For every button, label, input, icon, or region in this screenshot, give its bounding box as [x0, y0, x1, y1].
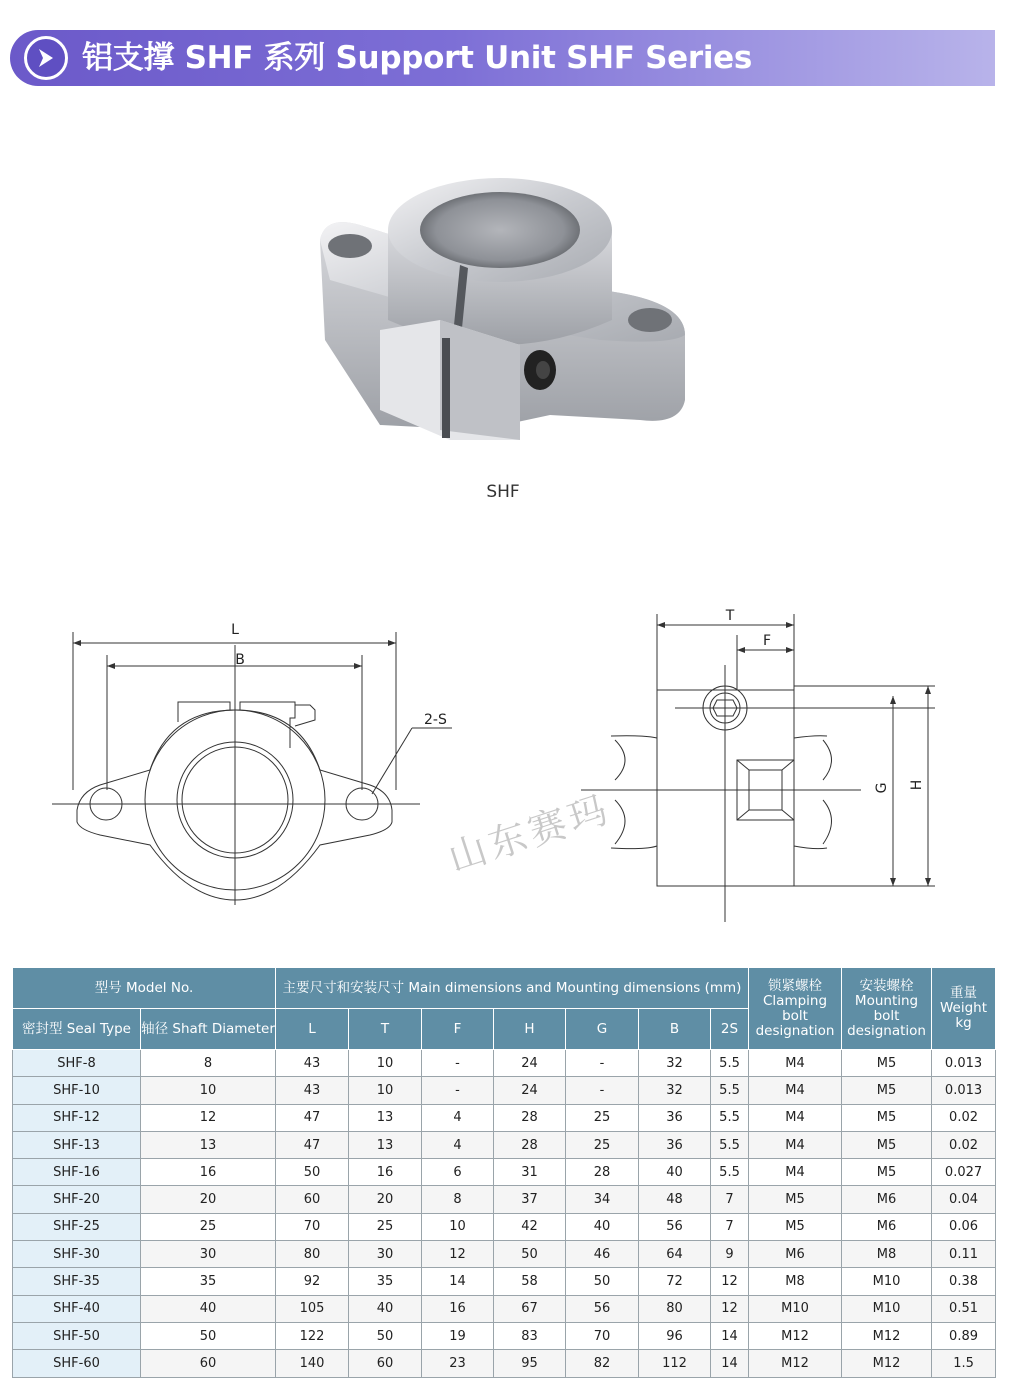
table-row: [13, 1295, 996, 1322]
table-cell: 13: [349, 1104, 422, 1131]
table-cell: M6: [842, 1186, 932, 1213]
table-cell: 46: [566, 1241, 639, 1268]
table-cell: 70: [276, 1213, 349, 1240]
table-row: [13, 1350, 996, 1377]
table-cell: 12: [711, 1295, 749, 1322]
table-cell: 5.5: [711, 1050, 749, 1077]
table-cell: 10: [349, 1050, 422, 1077]
play-arrow-icon: [24, 36, 68, 80]
table-cell: 19: [422, 1322, 494, 1349]
table-cell: 67: [494, 1295, 566, 1322]
table-cell: 7: [711, 1186, 749, 1213]
table-cell: 43: [276, 1050, 349, 1077]
dim-header-F: F: [422, 1009, 494, 1050]
table-cell: M5: [749, 1213, 842, 1240]
product-caption: SHF: [486, 482, 520, 502]
table-cell: 31: [494, 1159, 566, 1186]
table-cell: 82: [566, 1350, 639, 1377]
table-cell: 12: [141, 1104, 276, 1131]
table-cell: 105: [276, 1295, 349, 1322]
table-cell: M12: [749, 1322, 842, 1349]
table-cell: 16: [422, 1295, 494, 1322]
table-cell: M5: [842, 1159, 932, 1186]
table-cell: 92: [276, 1268, 349, 1295]
table-cell: 30: [141, 1241, 276, 1268]
page-title: 铝支撑 SHF 系列 Support Unit SHF Series: [82, 40, 753, 76]
model-cell: SHF-60: [13, 1350, 141, 1377]
table-cell: 56: [566, 1295, 639, 1322]
table-cell: M8: [842, 1241, 932, 1268]
table-cell: 0.06: [932, 1213, 996, 1240]
model-cell: SHF-30: [13, 1241, 141, 1268]
table-cell: 4: [422, 1131, 494, 1158]
table-cell: M12: [749, 1350, 842, 1377]
table-cell: 25: [566, 1131, 639, 1158]
table-cell: 40: [639, 1159, 711, 1186]
table-cell: 24: [494, 1077, 566, 1104]
table-cell: 30: [349, 1241, 422, 1268]
model-cell: SHF-8: [13, 1050, 141, 1077]
table-cell: 58: [494, 1268, 566, 1295]
table-cell: 95: [494, 1350, 566, 1377]
table-cell: 9: [711, 1241, 749, 1268]
table-cell: 35: [141, 1268, 276, 1295]
table-cell: 40: [566, 1213, 639, 1240]
table-cell: M10: [842, 1295, 932, 1322]
table-row: [13, 1186, 996, 1213]
table-cell: 13: [349, 1131, 422, 1158]
table-cell: 60: [276, 1186, 349, 1213]
seal-type-header: 密封型 Seal Type: [13, 1009, 141, 1050]
table-cell: 36: [639, 1104, 711, 1131]
spec-table: [12, 967, 996, 1378]
clamping-bolt-header: 锁紧螺栓 Clamping bolt designation: [749, 968, 842, 1050]
table-row: [13, 1104, 996, 1131]
dim-header-G: G: [566, 1009, 639, 1050]
table-cell: 0.38: [932, 1268, 996, 1295]
table-cell: 40: [349, 1295, 422, 1322]
table-cell: 56: [639, 1213, 711, 1240]
table-cell: 1.5: [932, 1350, 996, 1377]
table-cell: 5.5: [711, 1159, 749, 1186]
table-cell: M4: [749, 1159, 842, 1186]
table-cell: 80: [276, 1241, 349, 1268]
table-cell: 4: [422, 1104, 494, 1131]
table-cell: 0.04: [932, 1186, 996, 1213]
table-row: [13, 1241, 996, 1268]
table-cell: 50: [494, 1241, 566, 1268]
table-cell: 50: [349, 1322, 422, 1349]
table-cell: 20: [349, 1186, 422, 1213]
table-cell: M5: [842, 1104, 932, 1131]
dim-label-L: L: [231, 622, 239, 638]
model-cell: SHF-25: [13, 1213, 141, 1240]
table-cell: 14: [711, 1322, 749, 1349]
table-cell: 20: [141, 1186, 276, 1213]
model-cell: SHF-40: [13, 1295, 141, 1322]
table-cell: 0.02: [932, 1104, 996, 1131]
table-cell: 14: [711, 1350, 749, 1377]
spec-table-body: [13, 1050, 996, 1378]
table-cell: 60: [141, 1350, 276, 1377]
table-cell: M4: [749, 1077, 842, 1104]
table-cell: M4: [749, 1104, 842, 1131]
table-cell: 28: [494, 1131, 566, 1158]
dim-header-H: H: [494, 1009, 566, 1050]
table-cell: 13: [141, 1131, 276, 1158]
table-cell: M12: [842, 1350, 932, 1377]
table-cell: 36: [639, 1131, 711, 1158]
table-cell: 43: [276, 1077, 349, 1104]
table-cell: 10: [422, 1213, 494, 1240]
model-cell: SHF-20: [13, 1186, 141, 1213]
table-cell: M6: [749, 1241, 842, 1268]
table-cell: 32: [639, 1050, 711, 1077]
table-cell: 47: [276, 1131, 349, 1158]
table-cell: 28: [566, 1159, 639, 1186]
table-row: [13, 1050, 996, 1077]
table-cell: 70: [566, 1322, 639, 1349]
table-cell: 10: [141, 1077, 276, 1104]
table-cell: 140: [276, 1350, 349, 1377]
table-cell: M10: [842, 1268, 932, 1295]
table-cell: 37: [494, 1186, 566, 1213]
table-cell: 112: [639, 1350, 711, 1377]
table-cell: 8: [141, 1050, 276, 1077]
table-cell: 16: [141, 1159, 276, 1186]
table-cell: M12: [842, 1322, 932, 1349]
table-cell: -: [422, 1050, 494, 1077]
table-cell: 47: [276, 1104, 349, 1131]
table-cell: 0.51: [932, 1295, 996, 1322]
table-cell: 12: [422, 1241, 494, 1268]
table-cell: 12: [711, 1268, 749, 1295]
table-cell: 80: [639, 1295, 711, 1322]
table-cell: -: [566, 1050, 639, 1077]
watermark: 山东赛玛: [442, 786, 617, 881]
model-cell: SHF-13: [13, 1131, 141, 1158]
shaft-diameter-header: 轴径 Shaft Diameter: [141, 1009, 276, 1050]
table-cell: -: [422, 1077, 494, 1104]
header-banner: [10, 30, 995, 86]
table-cell: 35: [349, 1268, 422, 1295]
table-cell: 50: [141, 1322, 276, 1349]
front-view-drawing: [40, 610, 447, 910]
dim-header-L: L: [276, 1009, 349, 1050]
table-cell: 10: [349, 1077, 422, 1104]
table-cell: 96: [639, 1322, 711, 1349]
table-cell: 64: [639, 1241, 711, 1268]
table-row: [13, 1268, 996, 1295]
model-cell: SHF-12: [13, 1104, 141, 1131]
table-cell: M4: [749, 1050, 842, 1077]
table-cell: 40: [141, 1295, 276, 1322]
table-row: [13, 1213, 996, 1240]
table-cell: 32: [639, 1077, 711, 1104]
table-cell: 48: [639, 1186, 711, 1213]
table-cell: 28: [494, 1104, 566, 1131]
table-cell: 83: [494, 1322, 566, 1349]
table-cell: 42: [494, 1213, 566, 1240]
dim-label-B: B: [235, 652, 245, 668]
table-cell: 34: [566, 1186, 639, 1213]
dim-header-2S: 2S: [711, 1009, 749, 1050]
table-cell: M10: [749, 1295, 842, 1322]
table-cell: 5.5: [711, 1104, 749, 1131]
table-cell: 6: [422, 1159, 494, 1186]
table-cell: M6: [842, 1213, 932, 1240]
mounting-bolt-header: 安装螺栓 Mounting bolt designation: [842, 968, 932, 1050]
side-view-drawing: [575, 600, 960, 930]
table-cell: 50: [566, 1268, 639, 1295]
table-row: [13, 1077, 996, 1104]
model-cell: SHF-10: [13, 1077, 141, 1104]
table-cell: 25: [349, 1213, 422, 1240]
model-no-header: 型号 Model No.: [13, 968, 276, 1009]
table-cell: 0.027: [932, 1159, 996, 1186]
table-cell: M8: [749, 1268, 842, 1295]
table-cell: M5: [842, 1077, 932, 1104]
main-dimensions-header: 主要尺寸和安装尺寸 Main dimensions and Mounting dimensions (mm): [276, 968, 749, 1009]
table-cell: 16: [349, 1159, 422, 1186]
table-cell: 50: [276, 1159, 349, 1186]
table-cell: 25: [141, 1213, 276, 1240]
table-cell: 122: [276, 1322, 349, 1349]
table-cell: 25: [566, 1104, 639, 1131]
table-cell: 7: [711, 1213, 749, 1240]
product-image: [300, 170, 700, 450]
table-cell: 8: [422, 1186, 494, 1213]
table-cell: M5: [842, 1050, 932, 1077]
table-row: [13, 1159, 996, 1186]
model-cell: SHF-16: [13, 1159, 141, 1186]
table-cell: 5.5: [711, 1077, 749, 1104]
dim-label-T: T: [725, 608, 735, 624]
dim-label-F: F: [762, 633, 772, 649]
table-row: [13, 1322, 996, 1349]
weight-header: 重量 Weight kg: [932, 968, 996, 1050]
table-cell: M4: [749, 1131, 842, 1158]
table-cell: 72: [639, 1268, 711, 1295]
table-cell: 0.013: [932, 1050, 996, 1077]
table-cell: 5.5: [711, 1131, 749, 1158]
table-cell: M5: [749, 1186, 842, 1213]
dim-header-T: T: [349, 1009, 422, 1050]
table-cell: 0.013: [932, 1077, 996, 1104]
table-cell: 24: [494, 1050, 566, 1077]
model-cell: SHF-50: [13, 1322, 141, 1349]
table-row: [13, 1131, 996, 1158]
table-cell: 0.89: [932, 1322, 996, 1349]
table-cell: 23: [422, 1350, 494, 1377]
table-cell: -: [566, 1077, 639, 1104]
dim-label-G: G: [874, 782, 890, 794]
table-cell: 0.02: [932, 1131, 996, 1158]
table-cell: M5: [842, 1131, 932, 1158]
table-cell: 14: [422, 1268, 494, 1295]
dim-label-H: H: [909, 779, 925, 791]
model-cell: SHF-35: [13, 1268, 141, 1295]
dim-header-B: B: [639, 1009, 711, 1050]
dim-label-2S: 2-S: [424, 712, 447, 728]
table-cell: 60: [349, 1350, 422, 1377]
table-cell: 0.11: [932, 1241, 996, 1268]
